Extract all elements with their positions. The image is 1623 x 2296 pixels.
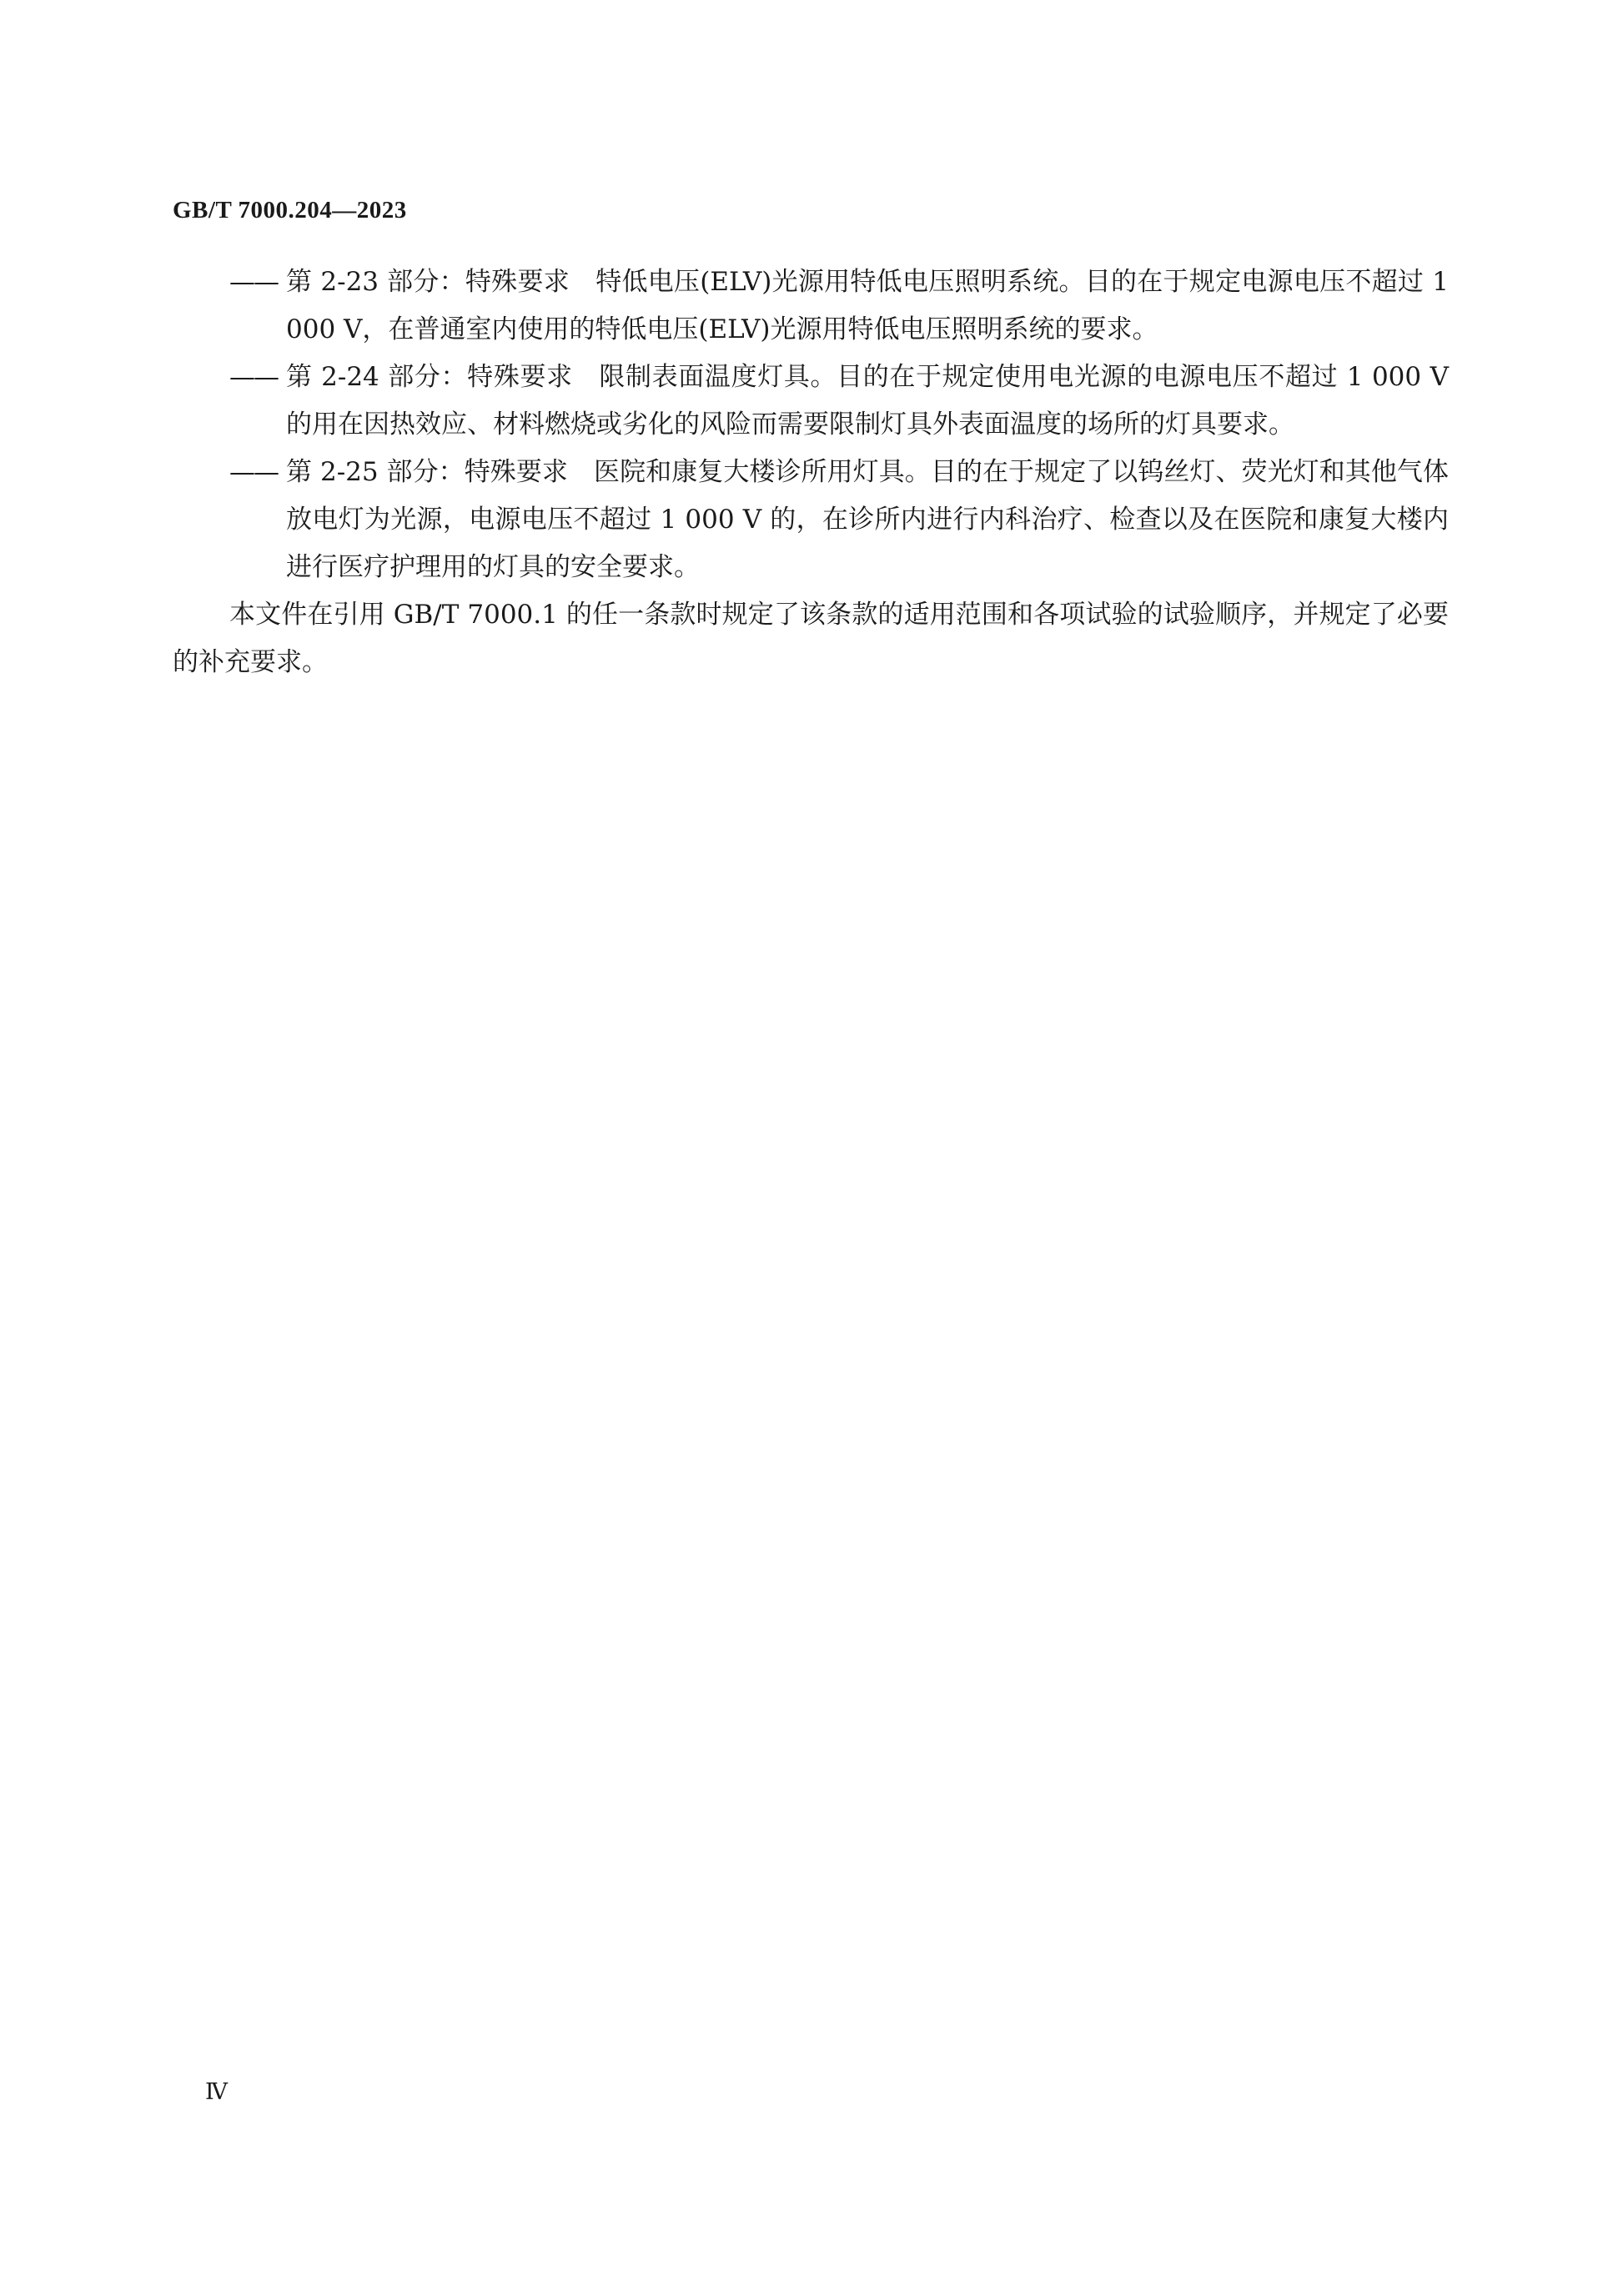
standard-code-header: GB/T 7000.204—2023 [173, 197, 407, 224]
list-item-text: 第 2-24 部分：特殊要求 限制表面温度灯具。目的在于规定使用电光源的电源电压不超过 1 000 V 的用在因热效应、材料燃烧或劣化的风险而需要限制灯具外表面温度的场所的灯具要求。 [286, 362, 1449, 440]
document-body [173, 259, 1449, 686]
list-item-dash: —— [229, 362, 278, 392]
list-item-text: 第 2-23 部分：特殊要求 特低电压(ELV)光源用特低电压照明系统。目的在于规定电源电压不超过 1 000 V，在普通室内使用的特低电压(ELV)光源用特低电压照明系统的要求。 [286, 267, 1449, 344]
page-number: Ⅳ [205, 2079, 228, 2105]
list-item-dash: —— [229, 457, 278, 487]
list-item [173, 259, 1449, 354]
list-item-text: 第 2-25 部分：特殊要求 医院和康复大楼诊所用灯具。目的在于规定了以钨丝灯、荧光灯和其他气体放电灯为光源，电源电压不超过 1 000 V 的，在诊所内进行内科治疗、检查以及在医院和康复大楼内进行医疗护理用的灯具的安全要求。 [286, 457, 1449, 582]
list-item [173, 354, 1449, 449]
closing-paragraph: 本文件在引用 GB/T 7000.1 的任一条款时规定了该条款的适用范围和各项试验的试验顺序，并规定了必要的补充要求。 [173, 600, 1449, 677]
list-item [173, 449, 1449, 591]
list-item-dash: —— [229, 267, 278, 297]
